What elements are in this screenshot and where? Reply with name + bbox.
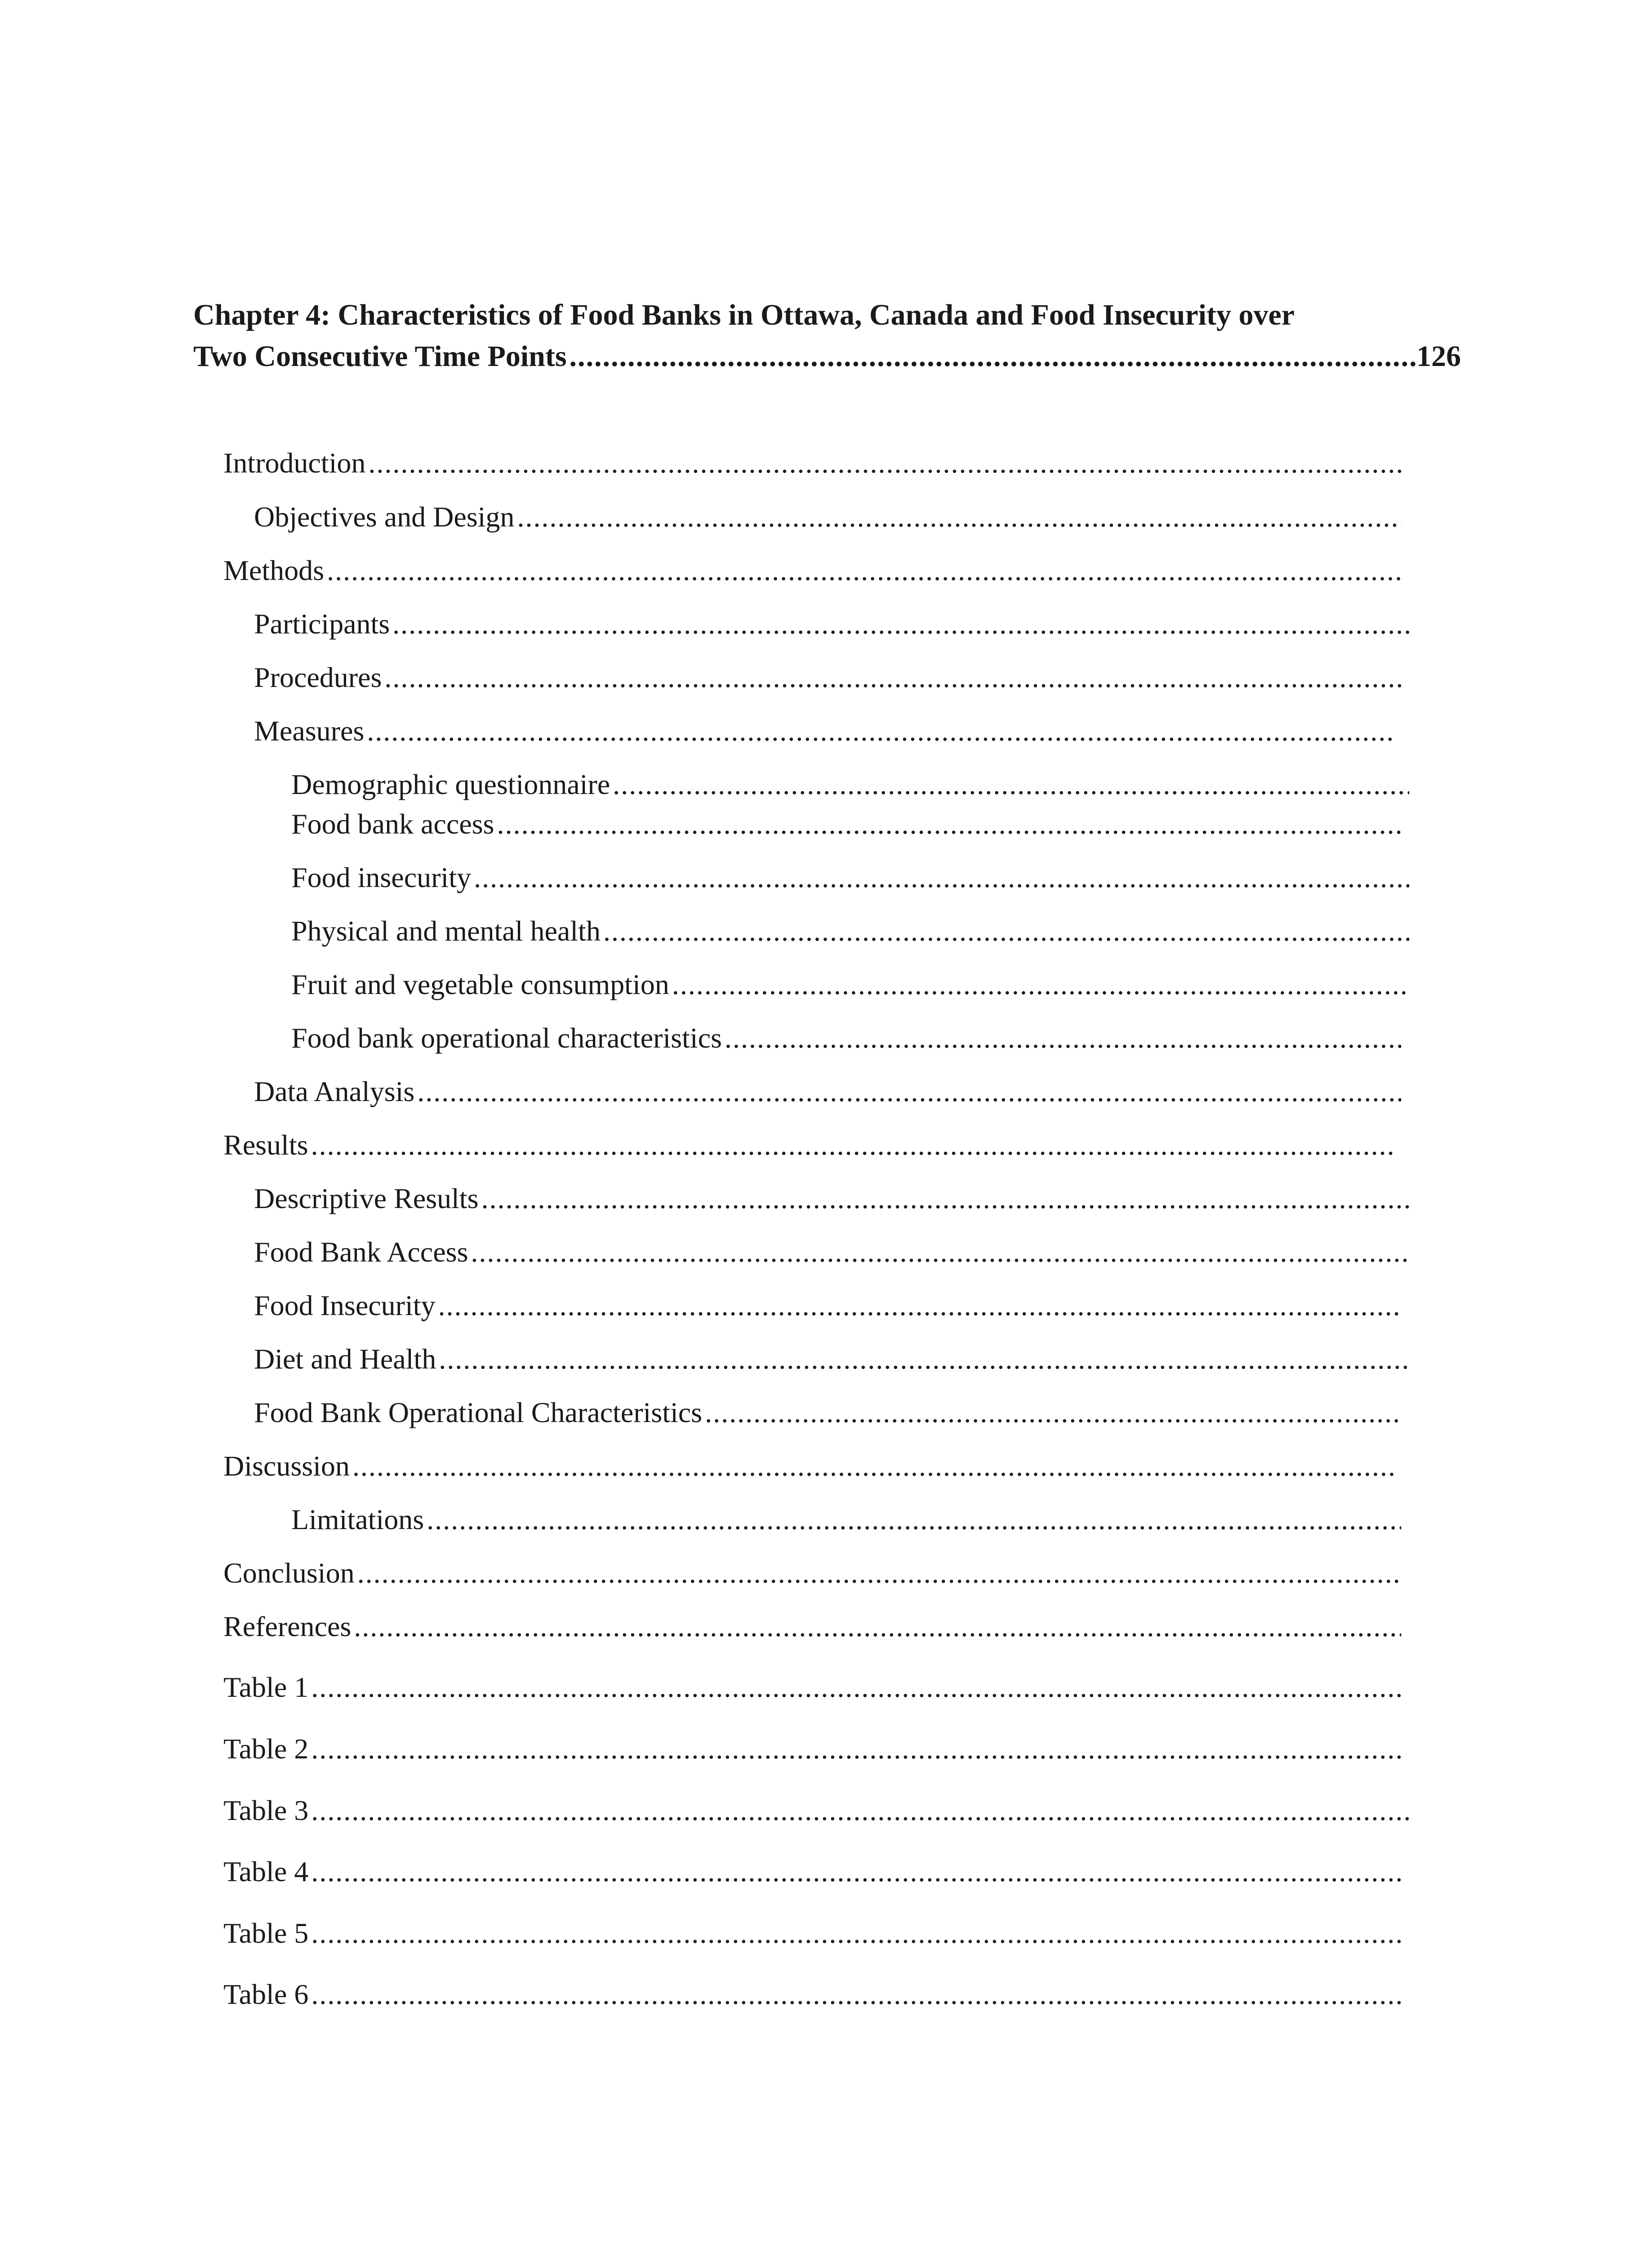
toc-entry-objectives-and-design[interactable] [254, 499, 1401, 535]
toc-entry-label: Demographic questionnaire [291, 768, 610, 800]
dot-leader [610, 767, 1409, 803]
toc-entry-label: Food Insecurity [254, 1289, 436, 1321]
dot-leader [308, 1793, 1409, 1829]
toc-entry-food-bank-operational-characteristics[interactable] [291, 1020, 1401, 1056]
toc-entry-label: Limitations [291, 1503, 424, 1535]
dot-leader [351, 1609, 1401, 1645]
toc-entry-label: Conclusion [223, 1557, 355, 1589]
toc-entry-label: Food Bank Operational Characteristics [254, 1396, 703, 1428]
toc-entry-references[interactable] [223, 1609, 1401, 1645]
toc-entry-label: Diet and Health [254, 1343, 436, 1375]
dot-leader [308, 1854, 1401, 1890]
toc-entry-label: Table 2 [223, 1733, 309, 1765]
toc-entry-food-bank-operational-characteristics-results[interactable] [254, 1395, 1401, 1431]
toc-entry-label: Table 5 [223, 1917, 309, 1949]
toc-entry-methods[interactable] [223, 553, 1401, 589]
toc-entry-label: Table 4 [223, 1855, 309, 1887]
toc-entry-label: References [223, 1610, 352, 1642]
dot-leader [567, 336, 1416, 377]
dot-leader [308, 1976, 1401, 2012]
toc-entry-participants[interactable] [254, 606, 1409, 642]
dot-leader [702, 1395, 1401, 1431]
toc-entry-introduction[interactable] [223, 445, 1401, 481]
toc-entry-label: Food bank operational characteristics [291, 1022, 722, 1054]
toc-entry-label: Measures [254, 715, 365, 747]
toc-entry-label: Data Analysis [254, 1075, 415, 1107]
dot-leader [308, 1915, 1401, 1951]
toc-entry-measures[interactable] [254, 713, 1394, 749]
toc-entry-label: Food bank access [291, 808, 494, 840]
toc-entry-table-6[interactable] [223, 1976, 1401, 2012]
toc-entry-label: Descriptive Results [254, 1182, 479, 1214]
toc-entry-label: Methods [223, 554, 324, 586]
dot-leader [308, 1127, 1394, 1163]
toc-entry-label: Food insecurity [291, 861, 471, 893]
toc-entry-procedures[interactable] [254, 660, 1401, 696]
dot-leader [365, 445, 1401, 481]
toc-entry-label: Participants [254, 608, 390, 640]
dot-leader [414, 1074, 1401, 1110]
dot-leader [308, 1669, 1401, 1705]
dot-leader [436, 1288, 1402, 1324]
toc-entry-food-insecurity[interactable] [291, 860, 1409, 896]
toc-entry-food-bank-access-results[interactable] [254, 1234, 1409, 1270]
toc-entry-results[interactable] [223, 1127, 1394, 1163]
chapter-heading [193, 294, 1461, 377]
toc-entry-label: Results [223, 1129, 308, 1161]
dot-leader [494, 806, 1401, 842]
toc-entry-discussion[interactable] [223, 1448, 1394, 1484]
toc-entry-label: Table 3 [223, 1794, 309, 1826]
toc-entry-label: Physical and mental health [291, 915, 601, 947]
dot-leader [471, 860, 1409, 896]
toc-entry-label: Introduction [223, 447, 366, 479]
toc-entry-table-5[interactable] [223, 1915, 1401, 1951]
toc-entry-label: Fruit and vegetable consumption [291, 968, 669, 1000]
toc-entry-table-2[interactable] [223, 1731, 1401, 1767]
chapter-title-line-2: Two Consecutive Time Points [193, 340, 567, 373]
dot-leader [390, 606, 1409, 642]
toc-entry-data-analysis[interactable] [254, 1074, 1401, 1110]
toc-entry-fruit-and-vegetable-consumption[interactable] [291, 967, 1409, 1003]
toc-entry-food-bank-access[interactable] [291, 806, 1401, 842]
dot-leader [350, 1448, 1394, 1484]
toc-entry-descriptive-results[interactable] [254, 1181, 1409, 1217]
toc-entry-diet-and-health[interactable] [254, 1341, 1409, 1377]
dot-leader [514, 499, 1401, 535]
toc-entry-label: Food Bank Access [254, 1236, 468, 1268]
dot-leader [601, 913, 1409, 949]
dot-leader [669, 967, 1409, 1003]
toc-entry-table-3[interactable] [223, 1793, 1409, 1829]
dot-leader [355, 1555, 1401, 1591]
toc-entry-label: Discussion [223, 1450, 350, 1482]
dot-leader [478, 1181, 1409, 1217]
dot-leader [722, 1020, 1401, 1056]
dot-leader [364, 713, 1394, 749]
toc-entry-food-insecurity-results[interactable] [254, 1288, 1401, 1324]
chapter-title-line-2-row[interactable] [193, 336, 1461, 377]
toc-entry-table-4[interactable] [223, 1854, 1401, 1890]
toc-entry-conclusion[interactable] [223, 1555, 1401, 1591]
dot-leader [424, 1502, 1401, 1538]
chapter-title-line-1: Chapter 4: Characteristics of Food Banks in Ottawa, Canada and Food Insecurity over [193, 299, 1295, 331]
toc-entry-limitations[interactable] [291, 1502, 1401, 1538]
dot-leader [468, 1234, 1409, 1270]
dot-leader [324, 553, 1401, 589]
toc-entry-physical-and-mental-health[interactable] [291, 913, 1409, 949]
chapter-page-number: 126 [1416, 340, 1461, 373]
dot-leader [436, 1341, 1409, 1377]
toc-entry-table-1[interactable] [223, 1669, 1401, 1705]
toc-entry-label: Table 6 [223, 1978, 309, 2010]
toc-entry-label: Objectives and Design [254, 501, 515, 533]
dot-leader [382, 660, 1401, 696]
toc-entry-label: Procedures [254, 661, 382, 693]
toc-entry-label: Table 1 [223, 1671, 309, 1703]
dot-leader [308, 1731, 1401, 1767]
toc-entry-demographic-questionnaire[interactable] [291, 767, 1409, 803]
